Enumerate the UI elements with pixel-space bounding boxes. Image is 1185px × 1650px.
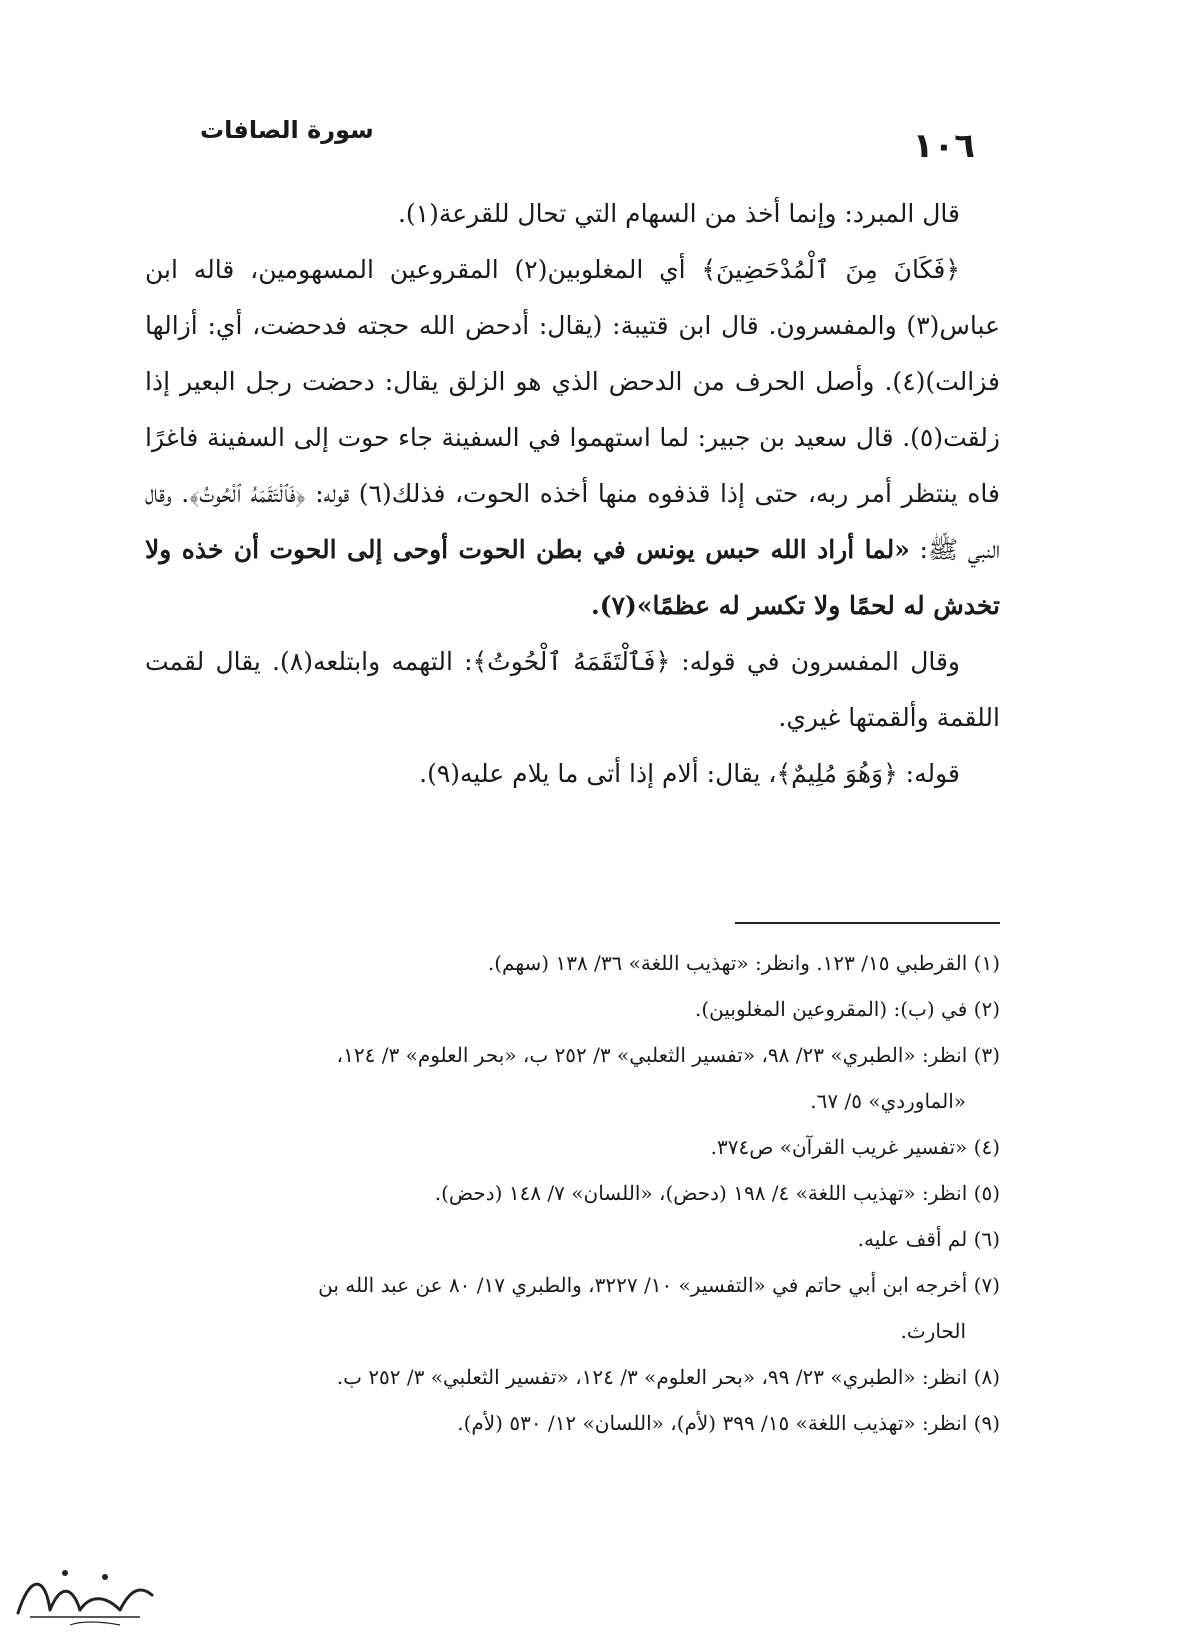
paragraph-2-text: ﴿فَكَانَ مِنَ ٱلْمُدْحَضِينَ﴾ أي المغلوبين(٢) المقروعين المسهومين، قاله ابن عباس(٣) والمفسرون. قال ابن قتيبة: (يقال: أدحض الله حجته فدحضت، أي: أزالها فزالت)(٤). وأصل الحرف من الدحض الذي هو الزلق يقال: دحضت رجل البعير إذا زلقت(٥). قال سعيد بن جبير: لما استهموا في السفينة جاء حوت إلى السفينة فاغرًا فاه ينتظر أمر ربه، حتى إذا قذفوه منها أخذه الحوت، فذلك(٦) قوله: ﴿فَٱلْتَقَمَهُ ٱلْحُوتُ﴾. وقال النبي ﷺ: [145,255,1001,564]
footnote-1: (١) القرطبي ١٥/ ١٢٣. وانظر: «تهذيب اللغة» ٣٦/ ١٣٨ (سهم). [487,951,1000,975]
footnote-3-continued: «الماوردي» ٥/ ٦٧. [810,1089,966,1113]
footnotes [140,940,1000,1446]
watermark-logo [10,1555,160,1635]
page-header [200,112,975,172]
paragraph-4: قوله: ﴿وَهُوَ مُلِيمٌ﴾، يقال: ألام إذا أتى ما يلام عليه(٩). [419,759,960,788]
page-number: ١٠٦ [912,126,975,166]
paragraph-3: وقال المفسرون في قوله: ﴿فَٱلْتَقَمَهُ ٱلْحُوتُ﴾: التهمه وابتلعه(٨). يقال لقمت اللقمة وألقمتها غيري. [145,647,1000,732]
footnote-9: (٩) انظر: «تهذيب اللغة» ١٥/ ٣٩٩ (لأم)، «اللسان» ١٢/ ٥٣٠ (لأم). [457,1411,1000,1435]
footnote-3: (٣) انظر: «الطبري» ٢٣/ ٩٨، «تفسير الثعلبي» ٣/ ٢٥٢ ب، «بحر العلوم» ٣/ ١٢٤، [336,1043,1000,1067]
paragraph-1: قال المبرد: وإنما أخذ من السهام التي تحال للقرعة(١). [397,199,960,228]
footnote-7: (٧) أخرجه ابن أبي حاتم في «التفسير» ١٠/ ٣٢٢٧، والطبري ١٧/ ٨٠ عن عبد الله بن [318,1273,1000,1297]
chapter-title: سورة الصافات [200,116,374,144]
footnote-2: (٢) في (ب): (المقروعين المغلوبين). [694,997,1000,1021]
footnote-6: (٦) لم أقف عليه. [857,1227,1000,1251]
footnote-7-continued: الحارث. [900,1319,966,1343]
footnote-4: (٤) «تفسير غريب القرآن» ص٣٧٤. [710,1135,1000,1159]
main-text [145,186,1000,802]
footnote-8: (٨) انظر: «الطبري» ٢٣/ ٩٩، «بحر العلوم» ٣/ ١٢٤، «تفسير الثعلبي» ٣/ ٢٥٢ ب. [336,1365,1000,1389]
hadith-quote: «لما أراد الله حبس يونس في بطن الحوت أوحى إلى الحوت أن خذه ولا تخدش له لحمًا ولا تكسر له عظمًا»(٧). [145,535,1000,620]
footnote-divider [735,922,1000,924]
paragraph-2 [145,242,1000,634]
footnote-5: (٥) انظر: «تهذيب اللغة» ٤/ ١٩٨ (دحض)، «اللسان» ٧/ ١٤٨ (دحض). [434,1181,1000,1205]
